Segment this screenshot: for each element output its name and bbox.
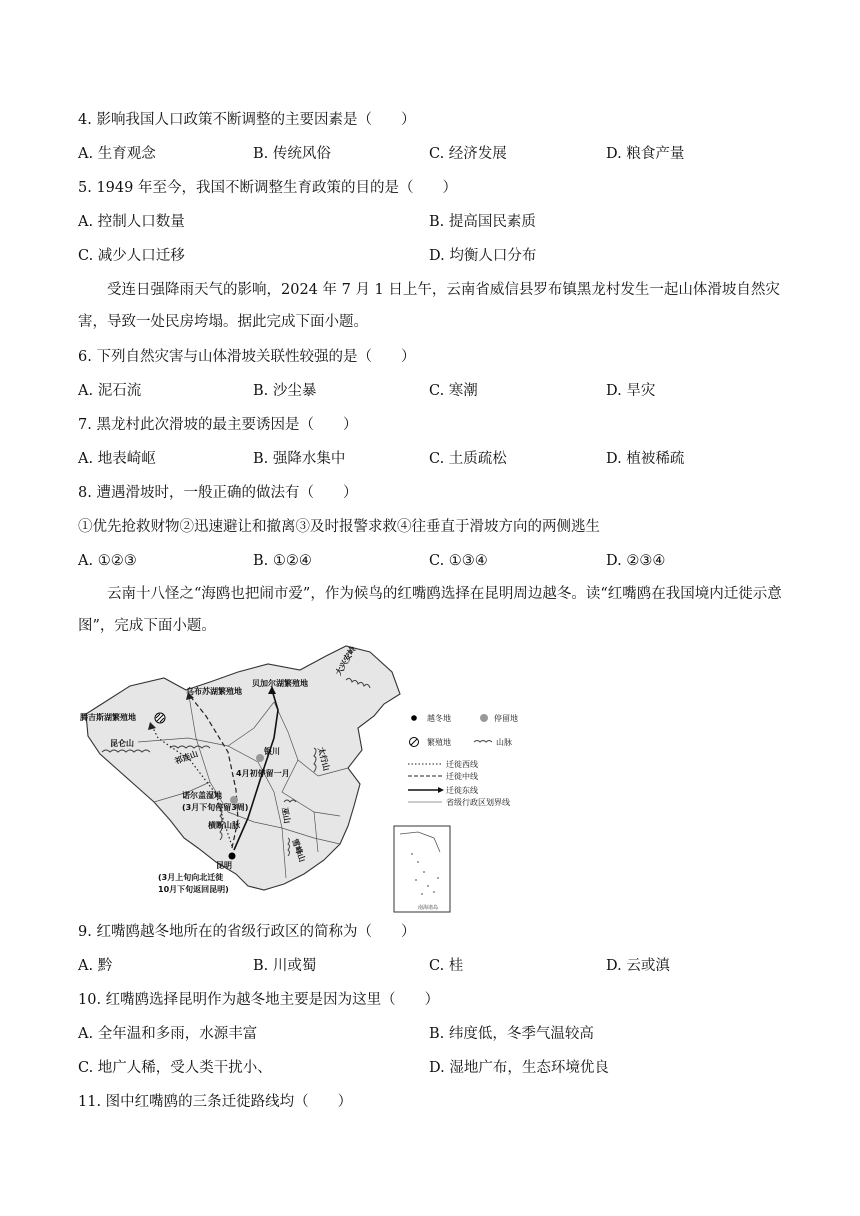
q7-option-d: D. 植被稀疏 bbox=[606, 451, 685, 467]
yinchuan-stop-site bbox=[256, 754, 264, 762]
q8-option-d: D. ②③④ bbox=[606, 553, 666, 569]
q4-option-d: D. 粮食产量 bbox=[606, 146, 685, 162]
label-nuoergai-time: (3月下旬停留3周) bbox=[182, 803, 249, 812]
label-wubusu: 乌布苏湖繁殖地 bbox=[186, 687, 242, 696]
q4-option-c: C. 经济发展 bbox=[429, 146, 507, 162]
q9-option-a: A. 黔 bbox=[78, 958, 113, 974]
label-hengduan: 横断山脉 bbox=[208, 821, 240, 830]
question-7-stem: 7. 黑龙村此次滑坡的最主要诱因是（ ） bbox=[78, 417, 358, 433]
q6-option-c: C. 寒潮 bbox=[429, 383, 478, 399]
question-5-stem: 5. 1949 年至今，我国不断调整生育政策的目的是（ ） bbox=[78, 180, 457, 196]
label-yinchuan: 银川 bbox=[264, 747, 280, 756]
q10-option-d: D. 湿地广布，生态环境优良 bbox=[429, 1060, 609, 1076]
kunming-winter-site bbox=[229, 853, 236, 860]
question-8-stem: 8. 遭遇滑坡时，一般正确的做法有（ ） bbox=[78, 485, 358, 501]
q8-option-c: C. ①③④ bbox=[429, 553, 488, 569]
label-baikal: 贝加尔湖繁殖地 bbox=[252, 679, 308, 688]
label-kunming-time2: 10月下旬返回昆明) bbox=[158, 885, 229, 894]
q5-option-d: D. 均衡人口分布 bbox=[429, 248, 537, 264]
tengiz-breeding-site bbox=[155, 713, 165, 723]
label-xuefeng: 雪峰山 bbox=[290, 837, 307, 864]
q5-option-b: B. 提高国民素质 bbox=[429, 214, 536, 230]
label-taihang: 太行山 bbox=[316, 746, 331, 772]
q6-option-b: B. 沙尘暴 bbox=[253, 383, 317, 399]
label-tengiz: 腾吉斯湖繁殖地 bbox=[80, 713, 136, 722]
label-yinchuan-time: 4月初停留一月 bbox=[236, 769, 290, 778]
q9-option-d: D. 云或滇 bbox=[606, 958, 670, 974]
question-4-stem: 4. 影响我国人口政策不断调整的主要因素是（ ） bbox=[78, 112, 416, 128]
q7-option-b: B. 强降水集中 bbox=[253, 451, 346, 467]
q7-option-c: C. 土质疏松 bbox=[429, 451, 507, 467]
label-kunlun: 昆仑山 bbox=[110, 739, 134, 748]
passage-landslide: 受连日强降雨天气的影响，2024 年 7 月 1 日上午，云南省威信县罗布镇黑龙村发生一起山体滑坡自然灾害，导致一处民房垮塌。据此完成下面小题。 bbox=[78, 282, 780, 330]
map-legend bbox=[408, 713, 518, 807]
migration-map bbox=[78, 642, 562, 918]
question-9-stem: 9. 红嘴鸥越冬地所在的省级行政区的简称为（ ） bbox=[78, 924, 416, 940]
label-kunming-time1: (3月上旬向北迁徙 bbox=[158, 873, 224, 882]
q10-option-c: C. 地广人稀，受人类干扰小、 bbox=[78, 1060, 272, 1076]
q10-option-a: A. 全年温和多雨，水源丰富 bbox=[78, 1026, 258, 1042]
q5-option-c: C. 减少人口迁移 bbox=[78, 248, 185, 264]
legend-east: 迁徙东线 bbox=[446, 786, 478, 795]
label-wushan: 巫山 bbox=[280, 806, 292, 825]
legend-stop: 停留地 bbox=[494, 714, 518, 723]
q6-option-a: A. 泥石流 bbox=[78, 383, 142, 399]
label-kunming: 昆明 bbox=[216, 861, 232, 870]
q4-option-b: B. 传统风俗 bbox=[253, 146, 331, 162]
q6-option-d: D. 旱灾 bbox=[606, 383, 656, 399]
legend-middle: 迁徙中线 bbox=[446, 772, 478, 781]
china-outline bbox=[86, 646, 400, 890]
q10-option-b: B. 纬度低，冬季气温较高 bbox=[429, 1026, 594, 1042]
q9-option-c: C. 桂 bbox=[429, 958, 464, 974]
q8-option-a: A. ①②③ bbox=[78, 553, 137, 569]
question-6-stem: 6. 下列自然灾害与山体滑坡关联性较强的是（ ） bbox=[78, 349, 416, 365]
q5-option-a: A. 控制人口数量 bbox=[78, 214, 185, 230]
passage-gull: 云南十八怪之“海鸥也把闹市爱”，作为候鸟的红嘴鸥选择在昆明周边越冬。读“红嘴鸥在我国境内迁徙示意图”，完成下面小题。 bbox=[78, 586, 782, 634]
label-dahinggan: 大兴安岭 bbox=[333, 644, 358, 677]
question-11-stem: 11. 图中红嘴鸥的三条迁徙路线均（ ） bbox=[78, 1094, 353, 1110]
inset-label: 南海诸岛 bbox=[418, 905, 439, 911]
legend-breed: 繁殖地 bbox=[427, 738, 451, 747]
south-china-sea-inset bbox=[394, 826, 450, 912]
legend-mountain: 山脉 bbox=[496, 738, 512, 747]
q8-option-b: B. ①②④ bbox=[253, 553, 312, 569]
legend-west: 迁徙西线 bbox=[446, 760, 478, 769]
legend-border: 省级行政区划界线 bbox=[446, 798, 510, 807]
q4-option-a: A. 生育观念 bbox=[78, 146, 156, 162]
label-qilian: 祁连山 bbox=[173, 749, 200, 766]
q7-option-a: A. 地表崎岖 bbox=[78, 451, 156, 467]
label-nuoergai: 诺尔盖湿地 bbox=[182, 791, 222, 800]
q8-statements: ①优先抢救财物②迅速避让和撤离③及时报警求救④往垂直于滑坡方向的两侧逃生 bbox=[78, 519, 600, 535]
legend-winter: 越冬地 bbox=[427, 714, 451, 723]
q9-option-b: B. 川或蜀 bbox=[253, 958, 317, 974]
question-10-stem: 10. 红嘴鸥选择昆明作为越冬地主要是因为这里（ ） bbox=[78, 992, 440, 1008]
